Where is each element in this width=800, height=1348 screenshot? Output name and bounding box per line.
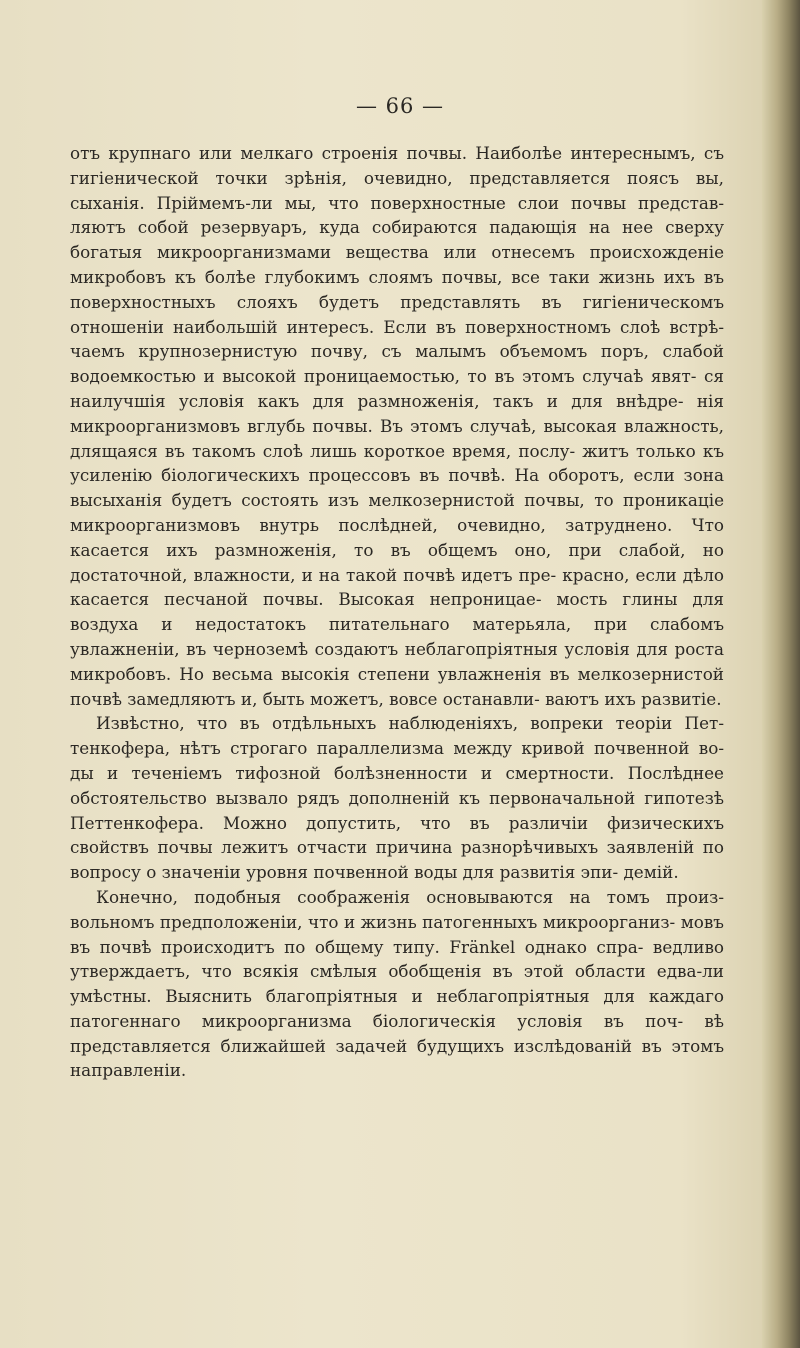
page-number: — 66 — bbox=[355, 94, 445, 118]
paragraph-2: Извѣстно, что въ отдѣльныхъ наблюденіяхъ, вопреки теоріи Пет- тенкофера, нѣтъ строгаго параллелизма между кривой почвенной во- ды и теченіемъ тифозной болѣзненности и смертности. Послѣднее обстоятельство вызвало рядъ дополненій къ первоначальной гипотезѣ Петтенкофера. Можно допустить, что въ различіи физическихъ свойствъ почвы лежитъ отчасти причина разнорѣчивыхъ заявленій по вопросу о значеніи уровня почвенной воды для развитія эпи- демій. bbox=[70, 713, 724, 883]
paragraph-1: отъ крупнаго или мелкаго строенія почвы. Наиболѣе интереснымъ, съ гигіенической точки зрѣнія, очевидно, представляется поясъ вы, сыханія. Пріймемъ-ли мы, что поверхностные слои почвы представ- ляютъ собой резервуаръ, куда собираются падающія на нее сверху богатыя микроорганизмами вещества или отнесемъ происхожденіе микробовъ къ болѣе глубокимъ слоямъ почвы, все таки жизнь ихъ въ поверхностныхъ слояхъ будетъ представлять въ гигіеническомъ отношеніи наибольшій интересъ. Если въ поверхностномъ слоѣ встрѣ- чаемъ крупнозернистую почву, съ малымъ объемомъ поръ, слабой водоемкостью и высокой проницаемостью, то въ этомъ случаѣ явят- ся наилучшія условія какъ для размноженія, такъ и для внѣдре- нія микроорганизмовъ вглубь почвы. Въ этомъ случаѣ, высокая влажность, длящаяся въ такомъ слоѣ лишь короткое время, послу- житъ только къ усиленію біологическихъ процессовъ въ почвѣ. На оборотъ, если зона высыханія будетъ состоять изъ мелкозернистой почвы, то проникаціе микроорганизмовъ внутрь послѣдней, очевидно, затруднено. Что касается ихъ размноженія, то въ общемъ оно, при слабой, но достаточной, влажности, и на такой почвѣ идетъ пре- красно, если дѣло касается песчаной почвы. Высокая непроницае- мость глины для воздуха и недостатокъ питательнаго матерьяла, при слабомъ увлажненіи, въ черноземѣ создаютъ неблагопріятныя условія для роста микробовъ. Но весьма высокія степени увлажненія въ мелкозернистой почвѣ замедляютъ и, быть можетъ, вовсе останавли- ваютъ ихъ развитіе. bbox=[70, 143, 724, 709]
book-spine-edge bbox=[762, 0, 800, 1348]
body-text bbox=[70, 141, 724, 1083]
paragraph-3: Конечно, подобныя соображенія основываются на томъ произ- вольномъ предположеніи, что и жизнь патогенныхъ микроорганиз- мовъ въ почвѣ происходитъ по общему типу. Fränkel однако спра- ведливо утверждаетъ, что всякія смѣлыя обобщенія въ этой области едва-ли умѣстны. Выяснить благопріятныя и неблагопріятныя для каждаго патогеннаго микроорганизма біологическія условія въ поч- вѣ представляется ближайшей задачей будущихъ изслѣдованій въ этомъ направленіи. bbox=[70, 886, 724, 1081]
